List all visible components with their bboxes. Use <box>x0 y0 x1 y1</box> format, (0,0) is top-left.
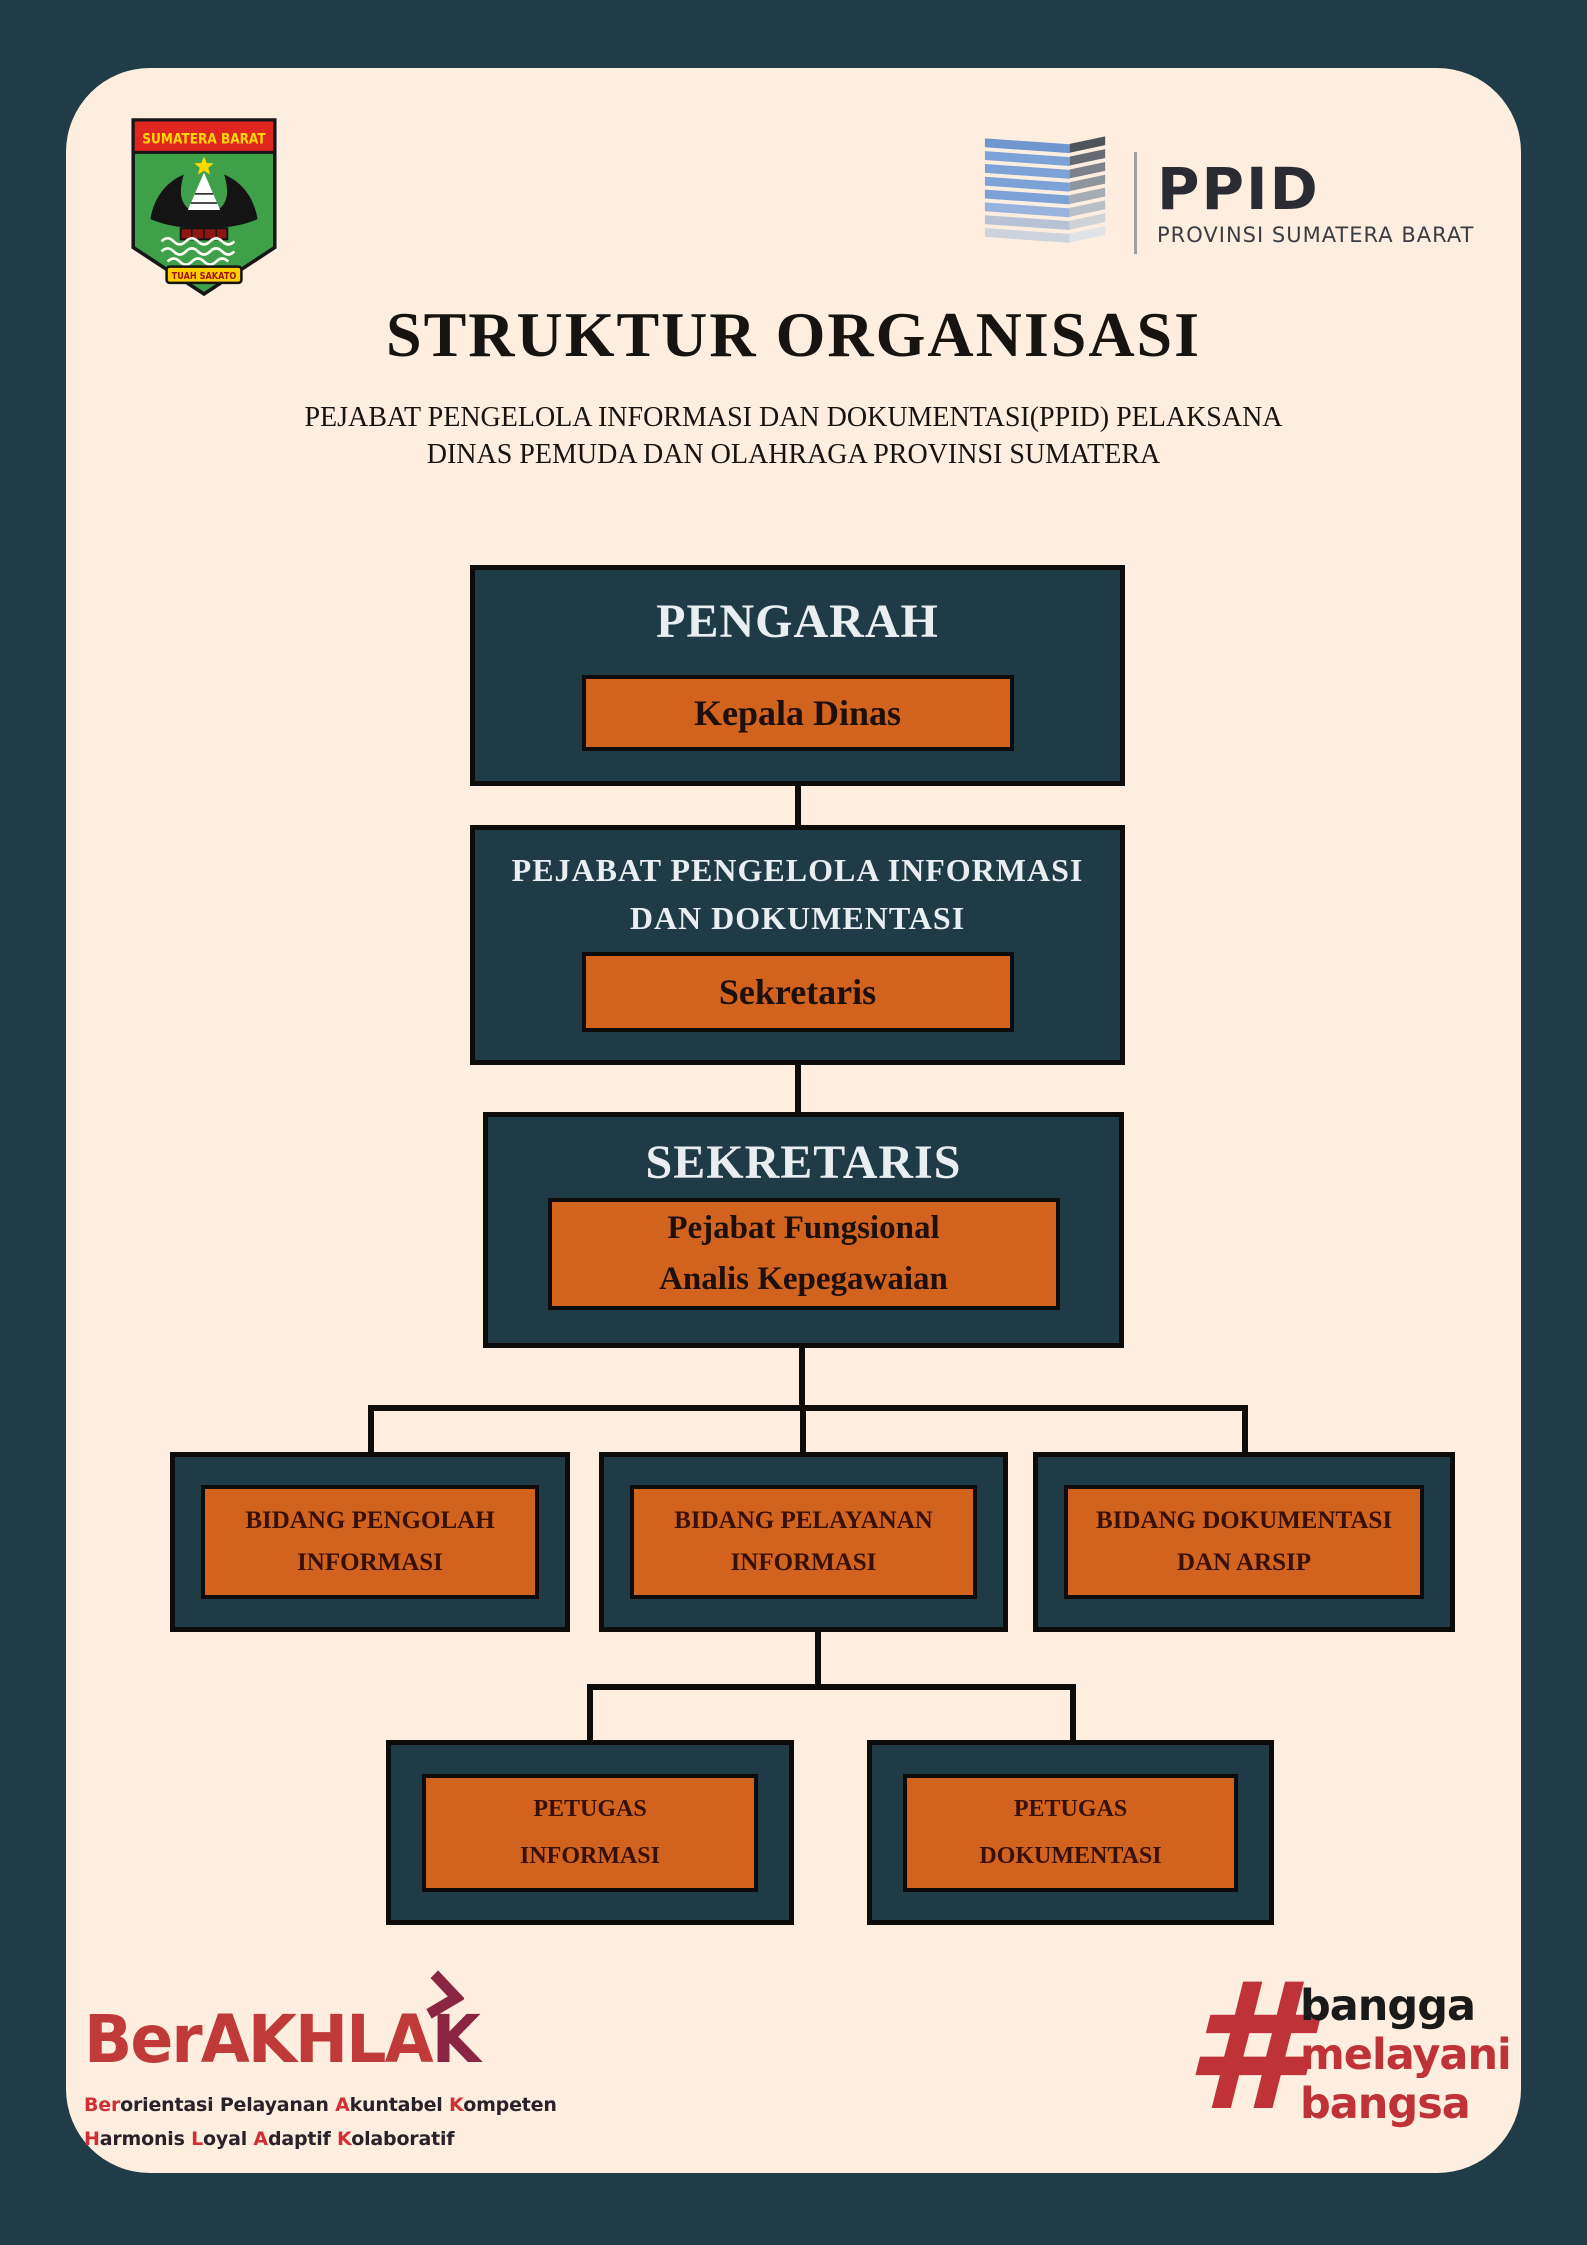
connector-line <box>368 1405 374 1455</box>
page-subtitle <box>0 400 1587 474</box>
bangga-word1: bangga <box>1300 1981 1475 2031</box>
org-role-line2: INFORMASI <box>730 1549 877 1576</box>
org-role-line1: BIDANG DOKUMENTASI <box>1095 1507 1393 1534</box>
org-node-petugas-dokumentasi <box>867 1740 1274 1925</box>
bangga-words <box>1300 1982 1511 2129</box>
org-node-title <box>512 846 1084 942</box>
ppid-logo-text <box>1157 155 1475 247</box>
org-role-line2: INFORMASI <box>519 1842 660 1869</box>
org-node-title: SEKRETARIS <box>645 1136 962 1189</box>
connector-line <box>795 1063 801 1115</box>
org-node-bidang-pengolah-informasi <box>170 1452 570 1632</box>
bangga-melayani-bangsa-logo <box>1184 1945 1528 2150</box>
connector-line <box>815 1630 821 1690</box>
org-node-bidang-pelayanan-informasi <box>599 1452 1008 1632</box>
org-node-title: PENGARAH <box>656 595 939 648</box>
bangga-word3: bangsa <box>1300 2079 1470 2129</box>
org-node-bidang-dokumentasi-arsip <box>1033 1452 1455 1632</box>
org-role-line2: DAN ARSIP <box>1176 1549 1312 1576</box>
berakhlak-tagline <box>84 2088 557 2156</box>
org-role-line1: PETUGAS <box>533 1795 647 1822</box>
org-role-petugas-dokumentasi <box>903 1774 1238 1892</box>
berakhlak-chevron-icon <box>422 1967 467 2024</box>
berakhlak-wordmark-main: BerAKHLA <box>84 2001 432 2078</box>
org-role-line2: Analis Kepegawaian <box>659 1261 948 1297</box>
berakhlak-tagline-line1: Berorientasi Pelayanan Akuntabel Kompeten <box>84 2094 557 2116</box>
connector-line <box>1070 1684 1076 1742</box>
berakhlak-wordmark-k: K <box>431 2001 479 2078</box>
org-node-pengarah <box>470 565 1125 786</box>
bangga-word2: melayani <box>1300 2030 1511 2080</box>
org-role-line1: PETUGAS <box>1013 1795 1128 1822</box>
connector-line <box>1242 1405 1248 1455</box>
org-role-bidang-dokumentasi <box>1064 1485 1424 1599</box>
org-role-pejabat-fungsional <box>548 1198 1060 1310</box>
org-node-title-line1: PEJABAT PENGELOLA INFORMASI <box>511 852 1084 888</box>
org-role-petugas-informasi <box>422 1774 758 1892</box>
connector-line <box>587 1684 593 1742</box>
sumatera-barat-crest <box>128 116 280 298</box>
ppid-region: PROVINSI SUMATERA BARAT <box>1157 223 1475 247</box>
connector-line <box>795 784 801 828</box>
org-role-label: Sekretaris <box>718 972 877 1012</box>
org-role-line2: DOKUMENTASI <box>979 1842 1162 1869</box>
org-role-line2: INFORMASI <box>297 1549 443 1576</box>
org-role-line1: BIDANG PELAYANAN <box>674 1507 933 1534</box>
org-node-title-line2: DAN DOKUMENTASI <box>629 900 966 936</box>
org-role-bidang-pengolah <box>201 1485 539 1599</box>
org-node-sekretaris <box>483 1112 1124 1348</box>
connector-line <box>368 1405 1248 1411</box>
page-title: STRUKTUR ORGANISASI <box>385 299 1202 370</box>
crest-banner-text: SUMATERA BARAT <box>142 131 266 148</box>
berakhlak-tagline-line2: Harmonis Loyal Adaptif Kolaboratif <box>84 2128 455 2151</box>
ppid-building-icon <box>978 134 1118 272</box>
org-role-kepala-dinas <box>582 675 1014 751</box>
crest-scroll-text: TUAH SAKATO <box>171 270 237 282</box>
org-role-line1: BIDANG PENGOLAH <box>245 1507 495 1534</box>
org-role-sekretaris <box>582 952 1014 1032</box>
ppid-logo <box>978 134 1474 272</box>
page-subtitle-line2: DINAS PEMUDA DAN OLAHRAGA PROVINSI SUMATERA <box>426 438 1161 470</box>
connector-line <box>587 1684 1076 1690</box>
org-role-bidang-pelayanan <box>630 1485 977 1599</box>
org-node-petugas-informasi <box>386 1740 794 1925</box>
org-role-line1: Pejabat Fungsional <box>667 1209 940 1246</box>
connector-line <box>800 1405 806 1455</box>
org-role-label: Kepala Dinas <box>693 693 902 733</box>
ppid-logo-divider <box>1134 152 1137 254</box>
page-subtitle-line1: PEJABAT PENGELOLA INFORMASI DAN DOKUMENTASI(PPID) PELAKSANA <box>304 402 1283 433</box>
hashtag-icon: # <box>1184 1945 1307 2150</box>
berakhlak-wordmark <box>84 1998 538 2082</box>
connector-line <box>799 1346 805 1410</box>
org-node-ppid <box>470 825 1125 1065</box>
berakhlak-logo <box>84 1998 557 2156</box>
crest-icon <box>128 116 280 298</box>
ppid-acronym: PPID <box>1157 155 1320 223</box>
